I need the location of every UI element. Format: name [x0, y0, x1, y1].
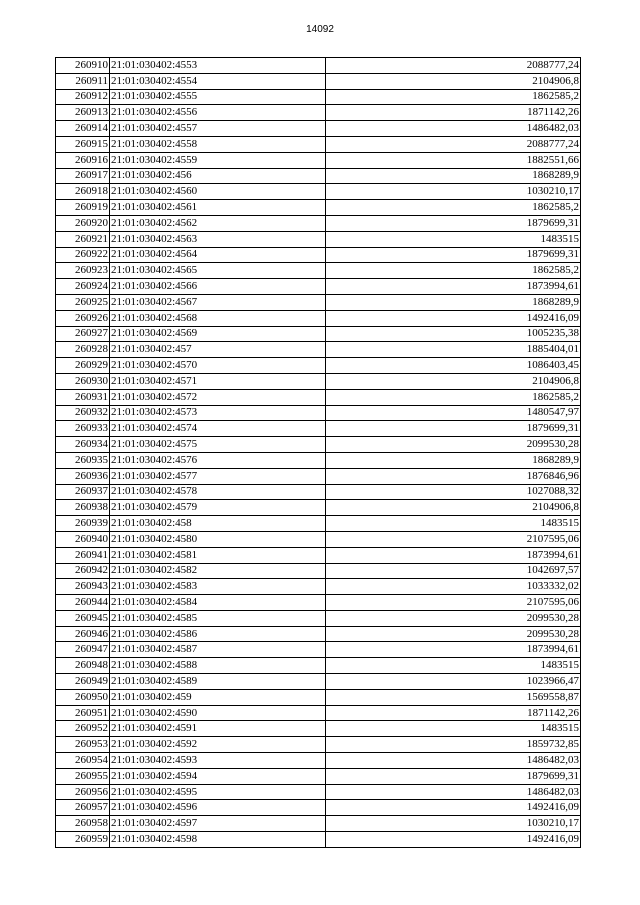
table-row — [56, 595, 581, 611]
table-row — [56, 358, 581, 374]
cadastral-value-cell: 1859732,85 — [326, 737, 581, 753]
row-number-cell: 260915 — [56, 136, 110, 152]
cadastral-value-cell: 1862585,2 — [326, 89, 581, 105]
table-row — [56, 247, 581, 263]
cadastral-number-cell: 21:01:030402:4566 — [110, 279, 326, 295]
cadastral-value-cell: 1873994,61 — [326, 642, 581, 658]
cadastral-value-cell: 1483515 — [326, 721, 581, 737]
cadastral-value-cell: 1862585,2 — [326, 200, 581, 216]
table-row — [56, 263, 581, 279]
cadastral-value-cell: 1879699,31 — [326, 768, 581, 784]
cadastral-value-cell: 2104906,8 — [326, 500, 581, 516]
cadastral-value-cell: 1862585,2 — [326, 389, 581, 405]
table-row — [56, 579, 581, 595]
cadastral-value-cell: 1492416,09 — [326, 310, 581, 326]
cadastral-number-cell: 21:01:030402:4592 — [110, 737, 326, 753]
row-number-cell: 260914 — [56, 121, 110, 137]
table-row — [56, 310, 581, 326]
cadastral-value-cell: 1486482,03 — [326, 753, 581, 769]
table-row — [56, 342, 581, 358]
table-row — [56, 184, 581, 200]
row-number-cell: 260929 — [56, 358, 110, 374]
table-row — [56, 689, 581, 705]
row-number-cell: 260926 — [56, 310, 110, 326]
row-number-cell: 260919 — [56, 200, 110, 216]
row-number-cell: 260921 — [56, 231, 110, 247]
cadastral-number-cell: 21:01:030402:4591 — [110, 721, 326, 737]
cadastral-value-cell: 2104906,8 — [326, 73, 581, 89]
cadastral-number-cell: 21:01:030402:4594 — [110, 768, 326, 784]
table-row — [56, 105, 581, 121]
table-row — [56, 405, 581, 421]
cadastral-value-cell: 1492416,09 — [326, 832, 581, 848]
table-row — [56, 547, 581, 563]
cadastral-number-cell: 21:01:030402:4568 — [110, 310, 326, 326]
table-row — [56, 705, 581, 721]
cadastral-number-cell: 21:01:030402:4554 — [110, 73, 326, 89]
table-row — [56, 279, 581, 295]
cadastral-value-cell: 1871142,26 — [326, 105, 581, 121]
row-number-cell: 260930 — [56, 373, 110, 389]
cadastral-value-cell: 1876846,96 — [326, 468, 581, 484]
cadastral-value-cell: 1483515 — [326, 516, 581, 532]
cadastral-value-cell: 1492416,09 — [326, 800, 581, 816]
cadastral-value-cell: 1862585,2 — [326, 263, 581, 279]
cadastral-number-cell: 21:01:030402:4559 — [110, 152, 326, 168]
cadastral-value-cell: 1483515 — [326, 231, 581, 247]
table-row — [56, 768, 581, 784]
cadastral-number-cell: 21:01:030402:4567 — [110, 294, 326, 310]
cadastral-number-cell: 21:01:030402:4585 — [110, 610, 326, 626]
table-row — [56, 531, 581, 547]
cadastral-value-cell: 1871142,26 — [326, 705, 581, 721]
cadastral-number-cell: 21:01:030402:4562 — [110, 215, 326, 231]
cadastral-number-cell: 21:01:030402:4565 — [110, 263, 326, 279]
cadastral-value-cell: 1879699,31 — [326, 421, 581, 437]
table-row — [56, 136, 581, 152]
cadastral-value-cell: 1882551,66 — [326, 152, 581, 168]
cadastral-number-cell: 21:01:030402:4553 — [110, 58, 326, 74]
row-number-cell: 260918 — [56, 184, 110, 200]
cadastral-value-cell: 1486482,03 — [326, 784, 581, 800]
cadastral-number-cell: 21:01:030402:4571 — [110, 373, 326, 389]
cadastral-number-cell: 21:01:030402:4589 — [110, 674, 326, 690]
row-number-cell: 260910 — [56, 58, 110, 74]
cadastral-value-cell: 2099530,28 — [326, 610, 581, 626]
cadastral-value-cell: 1005235,38 — [326, 326, 581, 342]
row-number-cell: 260934 — [56, 437, 110, 453]
row-number-cell: 260931 — [56, 389, 110, 405]
table-row — [56, 674, 581, 690]
row-number-cell: 260932 — [56, 405, 110, 421]
table-row — [56, 516, 581, 532]
cadastral-number-cell: 21:01:030402:4579 — [110, 500, 326, 516]
cadastral-number-cell: 21:01:030402:4577 — [110, 468, 326, 484]
cadastral-number-cell: 21:01:030402:4570 — [110, 358, 326, 374]
table-row — [56, 215, 581, 231]
cadastral-number-cell: 21:01:030402:4580 — [110, 531, 326, 547]
cadastral-number-cell: 21:01:030402:4563 — [110, 231, 326, 247]
table-row — [56, 121, 581, 137]
cadastral-number-cell: 21:01:030402:4593 — [110, 753, 326, 769]
row-number-cell: 260952 — [56, 721, 110, 737]
row-number-cell: 260954 — [56, 753, 110, 769]
cadastral-value-cell: 2107595,06 — [326, 595, 581, 611]
cadastral-number-cell: 21:01:030402:4588 — [110, 658, 326, 674]
table-row — [56, 832, 581, 848]
row-number-cell: 260911 — [56, 73, 110, 89]
cadastral-value-cell: 1483515 — [326, 658, 581, 674]
row-number-cell: 260944 — [56, 595, 110, 611]
table-row — [56, 484, 581, 500]
row-number-cell: 260920 — [56, 215, 110, 231]
cadastral-number-cell: 21:01:030402:4586 — [110, 626, 326, 642]
cadastral-value-cell: 1885404,01 — [326, 342, 581, 358]
cadastral-number-cell: 21:01:030402:4555 — [110, 89, 326, 105]
table-row — [56, 816, 581, 832]
cadastral-value-cell: 2088777,24 — [326, 136, 581, 152]
table-row — [56, 721, 581, 737]
cadastral-table — [55, 57, 581, 848]
table-row — [56, 389, 581, 405]
cadastral-number-cell: 21:01:030402:4576 — [110, 452, 326, 468]
cadastral-number-cell: 21:01:030402:4572 — [110, 389, 326, 405]
row-number-cell: 260935 — [56, 452, 110, 468]
cadastral-number-cell: 21:01:030402:4560 — [110, 184, 326, 200]
row-number-cell: 260959 — [56, 832, 110, 848]
row-number-cell: 260958 — [56, 816, 110, 832]
row-number-cell: 260922 — [56, 247, 110, 263]
table-row — [56, 421, 581, 437]
cadastral-value-cell: 1033332,02 — [326, 579, 581, 595]
cadastral-number-cell: 21:01:030402:4557 — [110, 121, 326, 137]
row-number-cell: 260947 — [56, 642, 110, 658]
row-number-cell: 260916 — [56, 152, 110, 168]
cadastral-number-cell: 21:01:030402:4590 — [110, 705, 326, 721]
cadastral-value-cell: 1030210,17 — [326, 184, 581, 200]
table-row — [56, 737, 581, 753]
cadastral-number-cell: 21:01:030402:4583 — [110, 579, 326, 595]
table-row — [56, 452, 581, 468]
row-number-cell: 260946 — [56, 626, 110, 642]
table-row — [56, 373, 581, 389]
cadastral-number-cell: 21:01:030402:4597 — [110, 816, 326, 832]
cadastral-number-cell: 21:01:030402:4561 — [110, 200, 326, 216]
cadastral-number-cell: 21:01:030402:4575 — [110, 437, 326, 453]
table-row — [56, 563, 581, 579]
cadastral-number-cell: 21:01:030402:456 — [110, 168, 326, 184]
cadastral-number-cell: 21:01:030402:4573 — [110, 405, 326, 421]
cadastral-value-cell: 2099530,28 — [326, 626, 581, 642]
cadastral-number-cell: 21:01:030402:4598 — [110, 832, 326, 848]
row-number-cell: 260928 — [56, 342, 110, 358]
row-number-cell: 260940 — [56, 531, 110, 547]
cadastral-value-cell: 1030210,17 — [326, 816, 581, 832]
page-number: 14092 — [306, 24, 334, 35]
table-row — [56, 294, 581, 310]
cadastral-value-cell: 2088777,24 — [326, 58, 581, 74]
cadastral-number-cell: 21:01:030402:458 — [110, 516, 326, 532]
row-number-cell: 260912 — [56, 89, 110, 105]
row-number-cell: 260938 — [56, 500, 110, 516]
row-number-cell: 260942 — [56, 563, 110, 579]
cadastral-value-cell: 1480547,97 — [326, 405, 581, 421]
cadastral-number-cell: 21:01:030402:4587 — [110, 642, 326, 658]
cadastral-value-cell: 2107595,06 — [326, 531, 581, 547]
cadastral-value-cell: 1879699,31 — [326, 247, 581, 263]
table-row — [56, 152, 581, 168]
row-number-cell: 260948 — [56, 658, 110, 674]
cadastral-value-cell: 1868289,9 — [326, 294, 581, 310]
cadastral-value-cell: 1868289,9 — [326, 452, 581, 468]
cadastral-value-cell: 1868289,9 — [326, 168, 581, 184]
cadastral-value-cell: 1873994,61 — [326, 279, 581, 295]
row-number-cell: 260923 — [56, 263, 110, 279]
table-row — [56, 753, 581, 769]
row-number-cell: 260949 — [56, 674, 110, 690]
cadastral-value-cell: 1879699,31 — [326, 215, 581, 231]
table-row — [56, 784, 581, 800]
row-number-cell: 260953 — [56, 737, 110, 753]
table-row — [56, 437, 581, 453]
cadastral-value-cell: 1023966,47 — [326, 674, 581, 690]
cadastral-number-cell: 21:01:030402:4582 — [110, 563, 326, 579]
row-number-cell: 260950 — [56, 689, 110, 705]
cadastral-number-cell: 21:01:030402:4569 — [110, 326, 326, 342]
cadastral-number-cell: 21:01:030402:4578 — [110, 484, 326, 500]
row-number-cell: 260937 — [56, 484, 110, 500]
row-number-cell: 260924 — [56, 279, 110, 295]
table-row — [56, 73, 581, 89]
table-row — [56, 326, 581, 342]
table-row — [56, 642, 581, 658]
cadastral-number-cell: 21:01:030402:4595 — [110, 784, 326, 800]
row-number-cell: 260933 — [56, 421, 110, 437]
cadastral-number-cell: 21:01:030402:459 — [110, 689, 326, 705]
cadastral-number-cell: 21:01:030402:4564 — [110, 247, 326, 263]
row-number-cell: 260913 — [56, 105, 110, 121]
cadastral-value-cell: 2104906,8 — [326, 373, 581, 389]
cadastral-number-cell: 21:01:030402:457 — [110, 342, 326, 358]
row-number-cell: 260955 — [56, 768, 110, 784]
row-number-cell: 260951 — [56, 705, 110, 721]
table-body — [56, 58, 581, 848]
row-number-cell: 260925 — [56, 294, 110, 310]
table-row — [56, 200, 581, 216]
table-row — [56, 610, 581, 626]
row-number-cell: 260945 — [56, 610, 110, 626]
table-row — [56, 626, 581, 642]
row-number-cell: 260957 — [56, 800, 110, 816]
row-number-cell: 260936 — [56, 468, 110, 484]
table-row — [56, 58, 581, 74]
table-row — [56, 800, 581, 816]
cadastral-number-cell: 21:01:030402:4584 — [110, 595, 326, 611]
table-row — [56, 89, 581, 105]
cadastral-value-cell: 1873994,61 — [326, 547, 581, 563]
row-number-cell: 260956 — [56, 784, 110, 800]
row-number-cell: 260917 — [56, 168, 110, 184]
row-number-cell: 260927 — [56, 326, 110, 342]
cadastral-value-cell: 1042697,57 — [326, 563, 581, 579]
cadastral-number-cell: 21:01:030402:4574 — [110, 421, 326, 437]
cadastral-value-cell: 1569558,87 — [326, 689, 581, 705]
row-number-cell: 260939 — [56, 516, 110, 532]
cadastral-number-cell: 21:01:030402:4558 — [110, 136, 326, 152]
cadastral-number-cell: 21:01:030402:4556 — [110, 105, 326, 121]
cadastral-value-cell: 2099530,28 — [326, 437, 581, 453]
cadastral-number-cell: 21:01:030402:4581 — [110, 547, 326, 563]
row-number-cell: 260943 — [56, 579, 110, 595]
cadastral-value-cell: 1486482,03 — [326, 121, 581, 137]
table-row — [56, 231, 581, 247]
table-row — [56, 468, 581, 484]
cadastral-value-cell: 1027088,32 — [326, 484, 581, 500]
cadastral-value-cell: 1086403,45 — [326, 358, 581, 374]
table-row — [56, 168, 581, 184]
cadastral-number-cell: 21:01:030402:4596 — [110, 800, 326, 816]
row-number-cell: 260941 — [56, 547, 110, 563]
table-row — [56, 658, 581, 674]
table-row — [56, 500, 581, 516]
